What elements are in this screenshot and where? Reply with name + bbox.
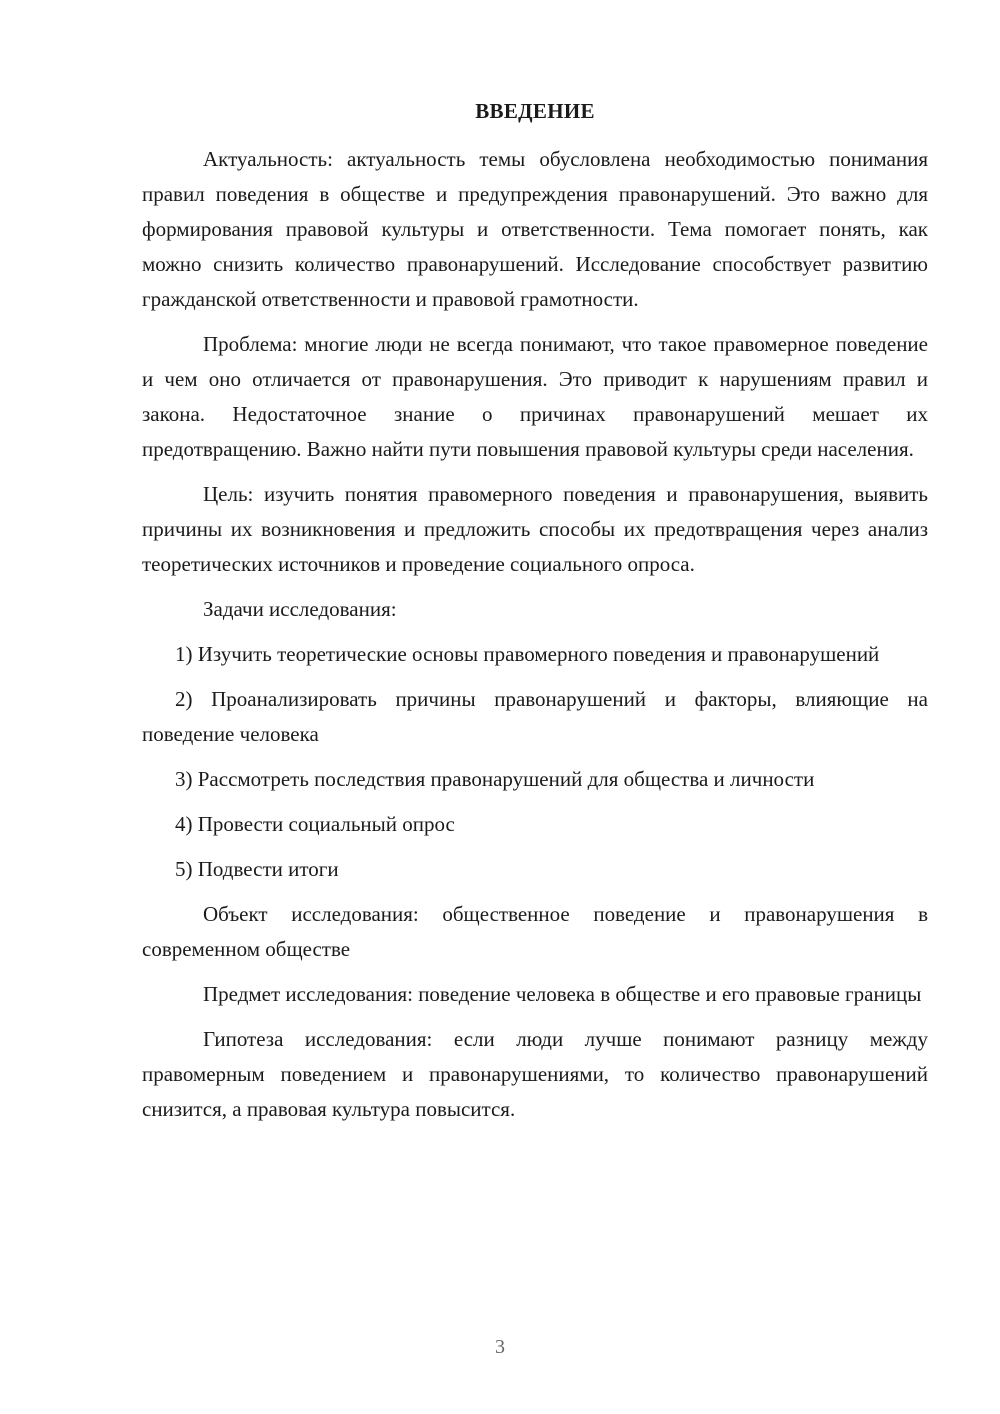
document-body — [142, 142, 928, 1137]
tasks-heading: Задачи исследования: — [203, 597, 397, 621]
page-number: 3 — [495, 1336, 505, 1358]
hypothesis-paragraph: Гипотеза исследования: если люди лучше понимают разницу между правомерным поведением и правонарушениями, то количество правонарушений снизится, а правовая культура повысится. — [142, 1027, 928, 1121]
page-title: ВВЕДЕНИЕ — [475, 99, 595, 123]
task-item: 2) Проанализировать причины правонарушений и факторы, влияющие на поведение человека — [142, 687, 928, 746]
goal-paragraph: Цель: изучить понятия правомерного поведения и правонарушения, выявить причины их возникновения и предложить способы их предотвращения через анализ теоретических источников и проведение социального опроса. — [142, 482, 928, 576]
relevance-paragraph: Актуальность: актуальность темы обусловлена необходимостью понимания правил поведения в обществе и предупреждения правонарушений. Это важно для формирования правовой культуры и ответственности. Тема помогает понять, как можно снизить количество правонарушений. Исследование способствует развитию гражданской ответственности и правовой грамотности. — [142, 147, 928, 311]
task-item: 1) Изучить теоретические основы правомерного поведения и правонарушений — [175, 642, 880, 666]
task-item: 5) Подвести итоги — [175, 857, 339, 881]
problem-paragraph: Проблема: многие люди не всегда понимают, что такое правомерное поведение и чем оно отличается от правонарушения. Это приводит к нарушениям правил и закона. Недостаточное знание о причинах правонарушений мешает их предотвращению. Важно найти пути повышения правовой культуры среди населения. — [142, 332, 928, 461]
object-paragraph: Объект исследования: общественное поведение и правонарушения в современном обществе — [142, 902, 928, 961]
task-item: 4) Провести социальный опрос — [175, 812, 455, 836]
subject-paragraph: Предмет исследования: поведение человека в обществе и его правовые границы — [203, 982, 922, 1006]
task-item: 3) Рассмотреть последствия правонарушений для общества и личности — [175, 767, 815, 791]
